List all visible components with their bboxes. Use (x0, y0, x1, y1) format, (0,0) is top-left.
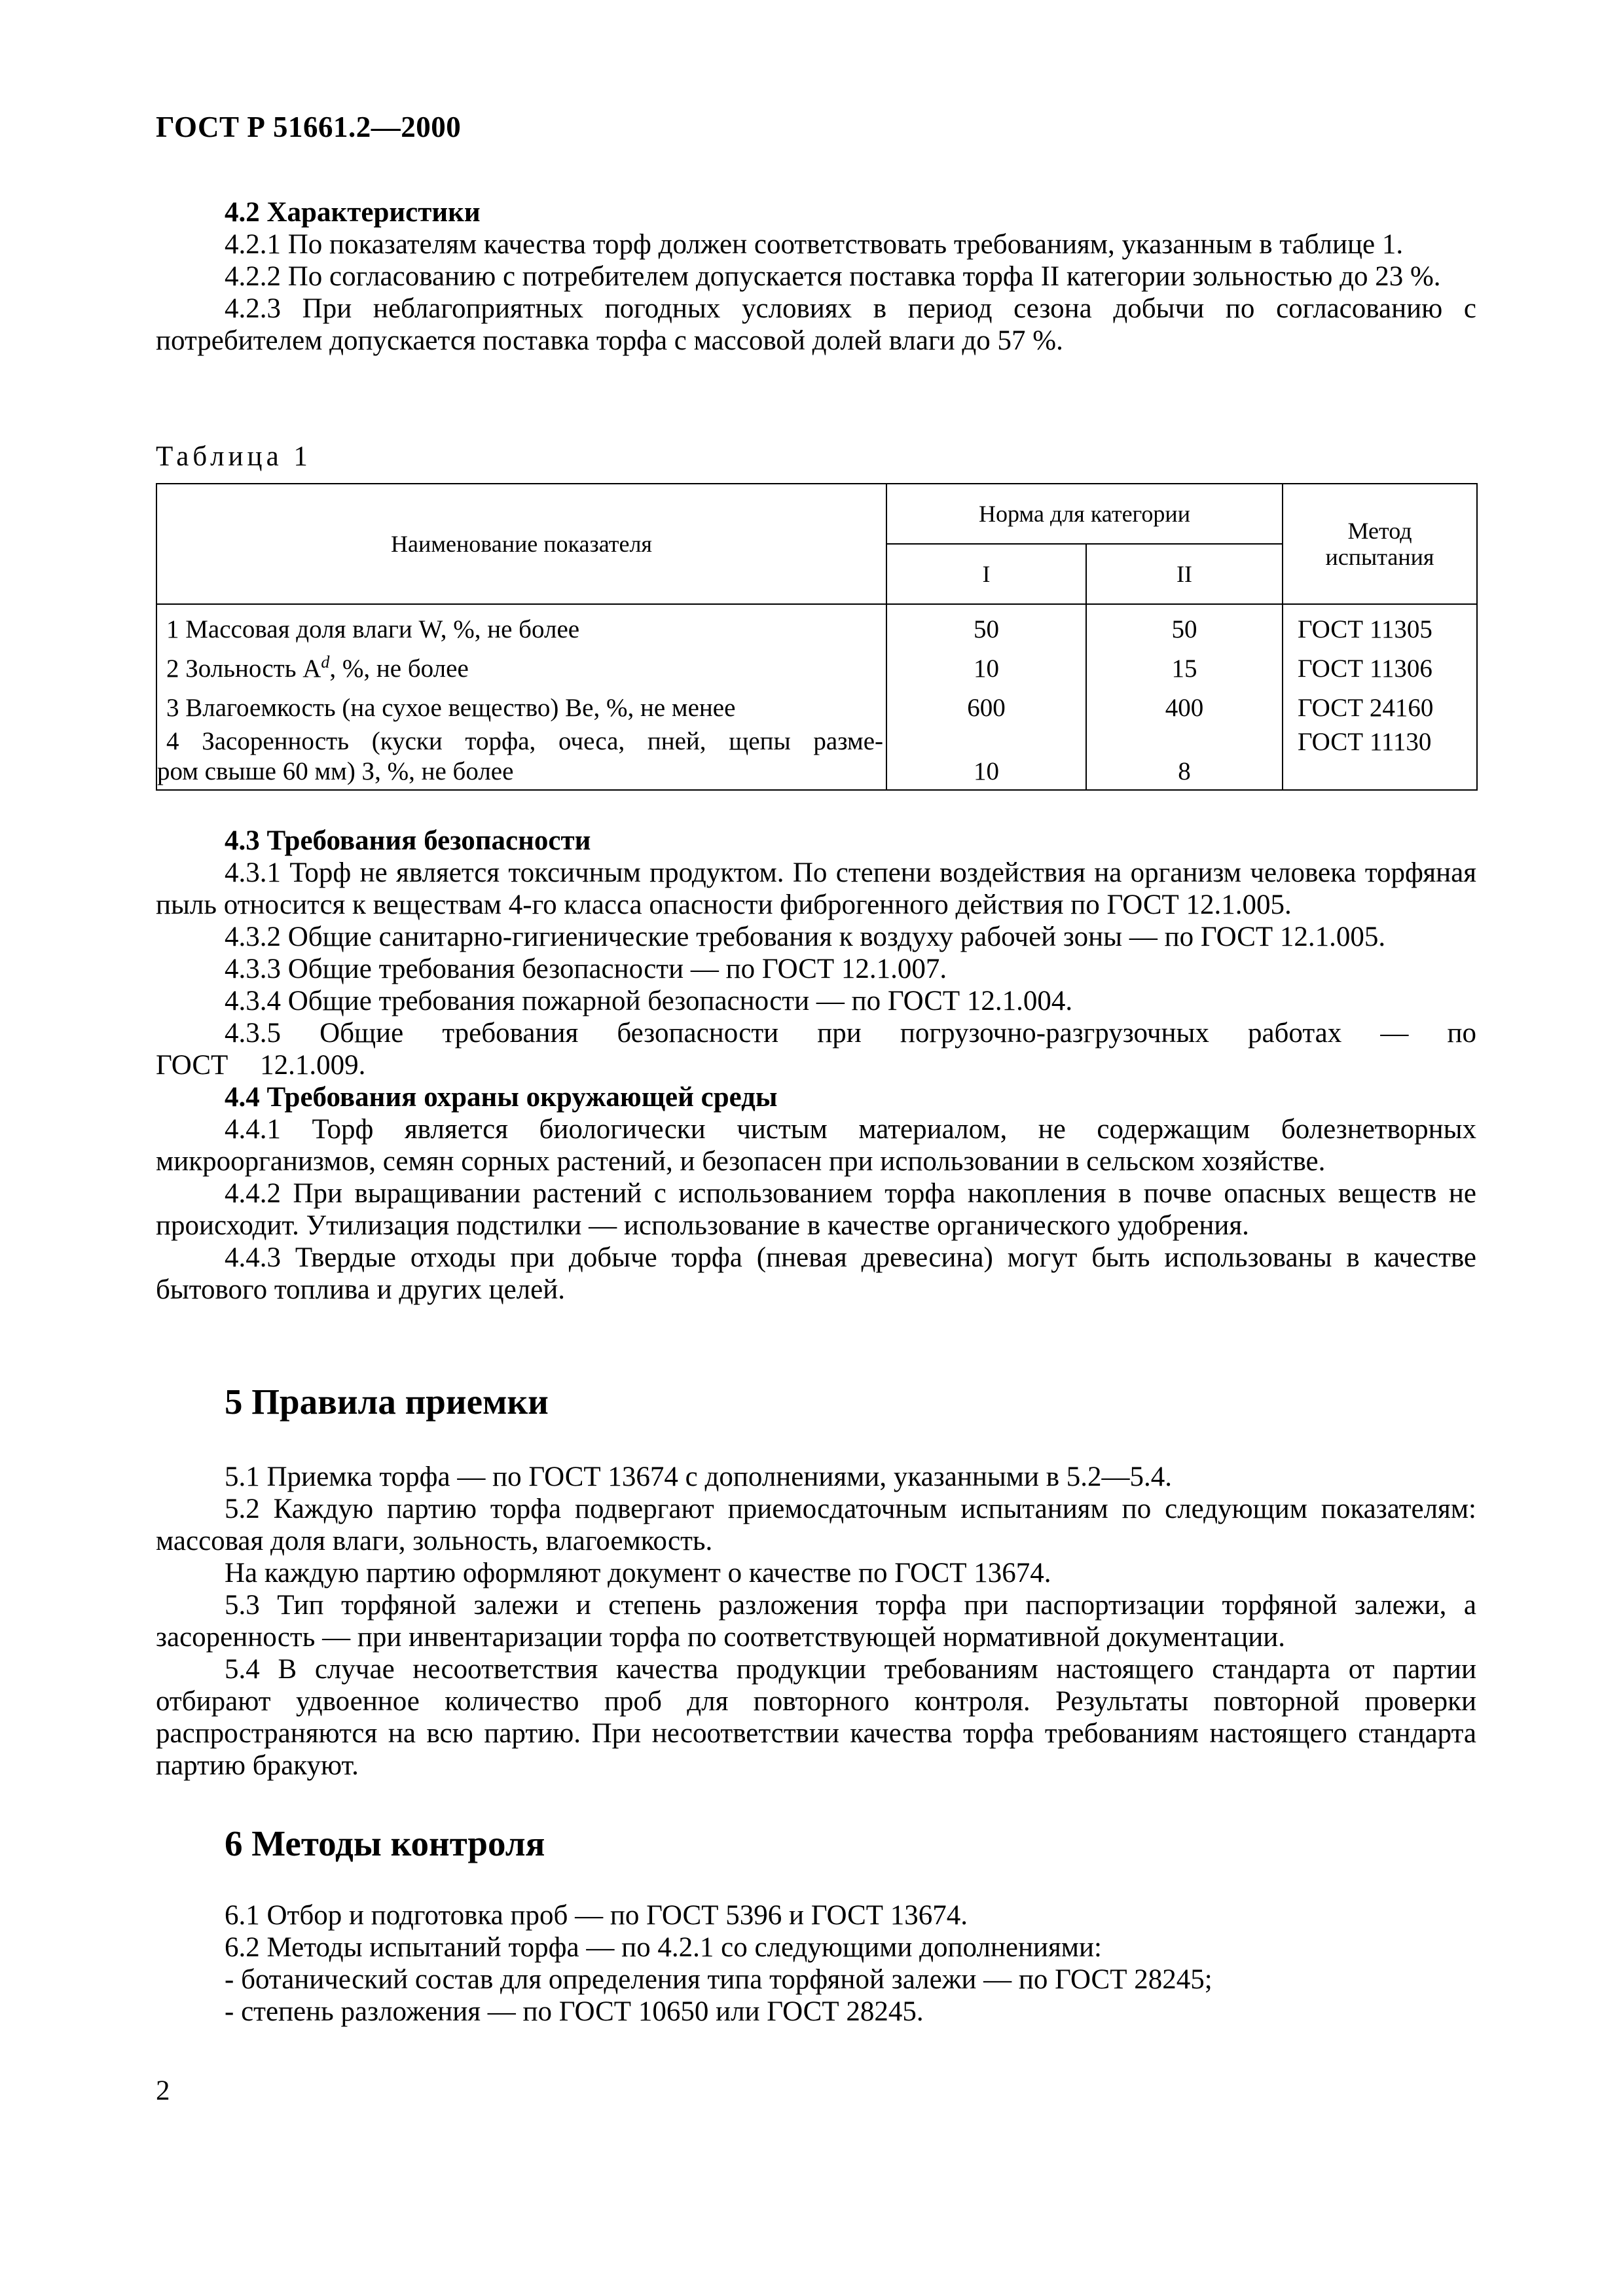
dash-item-1: - ботанический состав для определения типа торфяной залежи — по ГОСТ 28245; (225, 1964, 1213, 1995)
paragraph-4-4-1: 4.4.1 Торф является биологически чистым материалом, не содержащим болезнетворных микроорганизмов, семян сорных растений, и безопасен при использовании в сельском хозяйстве. (156, 1114, 1476, 1177)
paragraph-4-2-2: 4.2.2 По согласованию с потребителем допускается поставка торфа II категории зольностью до 23 %. (225, 261, 1441, 292)
row-cat2: 8 (1086, 723, 1283, 790)
paragraph-5-2-note: На каждую партию оформляют документ о качестве по ГОСТ 13674. (225, 1558, 1051, 1588)
paragraph-4-2-3: 4.2.3 При неблагоприятных погодных условиях в период сезона добычи по согласованию с потребителем допускается поставка торфа с массовой долей влаги до 57 %. (156, 293, 1476, 356)
section-4-3 (156, 825, 1476, 1306)
section-6-title: 6 Методы контроля (225, 1823, 545, 1863)
table-row (156, 604, 1477, 645)
paragraph-5-1: 5.1 Приемка торфа — по ГОСТ 13674 с дополнениями, указанными в 5.2—5.4. (225, 1462, 1173, 1492)
paragraph-6-2: 6.2 Методы испытаний торфа — по 4.2.1 со следующими дополнениями: (225, 1932, 1102, 1963)
row-name: 3 Влагоемкость (на сухое вещество) Ве, %, не менее (156, 684, 886, 723)
dash-item-2: - степень разложения — по ГОСТ 10650 или ГОСТ 28245. (225, 1996, 924, 2027)
row-cat2: 400 (1086, 684, 1283, 723)
section-5 (156, 1381, 1476, 1422)
section-6-body (156, 1899, 1476, 2028)
paragraph-5-2: 5.2 Каждую партию торфа подвергают приемосдаточным испытаниям по следующим показателям: массовая доля влаги, зольность, влагоемкость. (156, 1494, 1476, 1556)
table-1 (156, 483, 1476, 789)
document-header: ГОСТ Р 51661.2—2000 (156, 111, 462, 143)
col-header-cat2: II (1086, 544, 1283, 604)
row-cat1: 10 (886, 723, 1086, 790)
row-method: ГОСТ 24160 (1283, 684, 1477, 723)
table-row (156, 645, 1477, 684)
paragraph-5-3: 5.3 Тип торфяной залежи и степень разложения торфа при паспортизации торфяной залежи, а засоренность — при инвентаризации торфа по соответствующей нормативной документации. (156, 1590, 1476, 1653)
col-header-cat1: I (886, 544, 1086, 604)
section-4-3-title: 4.3 Требования безопасности (225, 825, 591, 856)
section-4-2 (156, 196, 1476, 357)
row-method: ГОСТ 11130 (1283, 723, 1477, 790)
col-header-method: Метод испытания (1283, 484, 1477, 604)
row-cat1: 10 (886, 645, 1086, 684)
row-cat1: 600 (886, 684, 1086, 723)
col-header-norm: Норма для категории (886, 484, 1283, 544)
page-number: 2 (156, 2075, 170, 2106)
paragraph-4-3-3: 4.3.3 Общие требования безопасности — по ГОСТ 12.1.007. (225, 954, 947, 984)
paragraph-4-4-3: 4.4.3 Твердые отходы при добыче торфа (пневая древесина) могут быть использованы в качестве бытового топлива и других целей. (156, 1242, 1476, 1305)
row-name: 1 Массовая доля влаги W, %, не более (156, 604, 886, 645)
paragraph-4-3-5: 4.3.5 Общие требования безопасности при погрузочно-разгрузочных работах — по ГОСТ 12.1.009. (156, 1018, 1476, 1081)
section-4-2-title: 4.2 Характеристики (225, 197, 481, 228)
section-5-title: 5 Правила приемки (225, 1382, 549, 1422)
paragraph-4-2-1: 4.2.1 По показателям качества торф должен соответствовать требованиям, указанным в таблице 1. (225, 229, 1404, 260)
table-caption: Таблица 1 (156, 441, 312, 472)
paragraph-4-3-4: 4.3.4 Общие требования пожарной безопасности — по ГОСТ 12.1.004. (225, 986, 1073, 1016)
row-cat2: 15 (1086, 645, 1283, 684)
table-row (156, 684, 1477, 723)
paragraph-5-4: 5.4 В случае несоответствия качества продукции требованиям настоящего стандарта от партии отбирают удвоенное количество проб для повторного контроля. Результаты повторной проверки распространяются на всю партию. При несоответствии качества торфа требованиям настоящего стандарта партию бракуют. (156, 1654, 1476, 1781)
row-name: 4 Засоренность (куски торфа, очеса, пней, щепы разме- ром свыше 60 мм) З, %, не более (156, 723, 886, 790)
section-5-body (156, 1461, 1476, 1782)
section-6 (156, 1823, 1476, 1864)
row-method: ГОСТ 11305 (1283, 604, 1477, 645)
table-row (156, 723, 1477, 790)
paragraph-4-3-2: 4.3.2 Общие санитарно-гигиенические требования к воздуху рабочей зоны — по ГОСТ 12.1.005. (225, 922, 1386, 952)
paragraph-6-1: 6.1 Отбор и подготовка проб — по ГОСТ 5396 и ГОСТ 13674. (225, 1900, 968, 1931)
paragraph-4-4-2: 4.4.2 При выращивании растений с использованием торфа накопления в почве опасных веществ не происходит. Утилизация подстилки — использование в качестве органического удобрения. (156, 1178, 1476, 1241)
row-cat2: 50 (1086, 604, 1283, 645)
row-name: 2 Зольность $A^d$, %, не более (156, 645, 886, 684)
col-header-name: Наименование показателя (156, 484, 886, 604)
row-cat1: 50 (886, 604, 1086, 645)
section-4-4-title: 4.4 Требования охраны окружающей среды (225, 1082, 778, 1113)
row-method: ГОСТ 11306 (1283, 645, 1477, 684)
paragraph-4-3-1: 4.3.1 Торф не является токсичным продуктом. По степени воздействия на организм человека торфяная пыль относится к веществам 4-го класса опасности фиброгенного действия по ГОСТ 12.1.005. (156, 857, 1476, 920)
